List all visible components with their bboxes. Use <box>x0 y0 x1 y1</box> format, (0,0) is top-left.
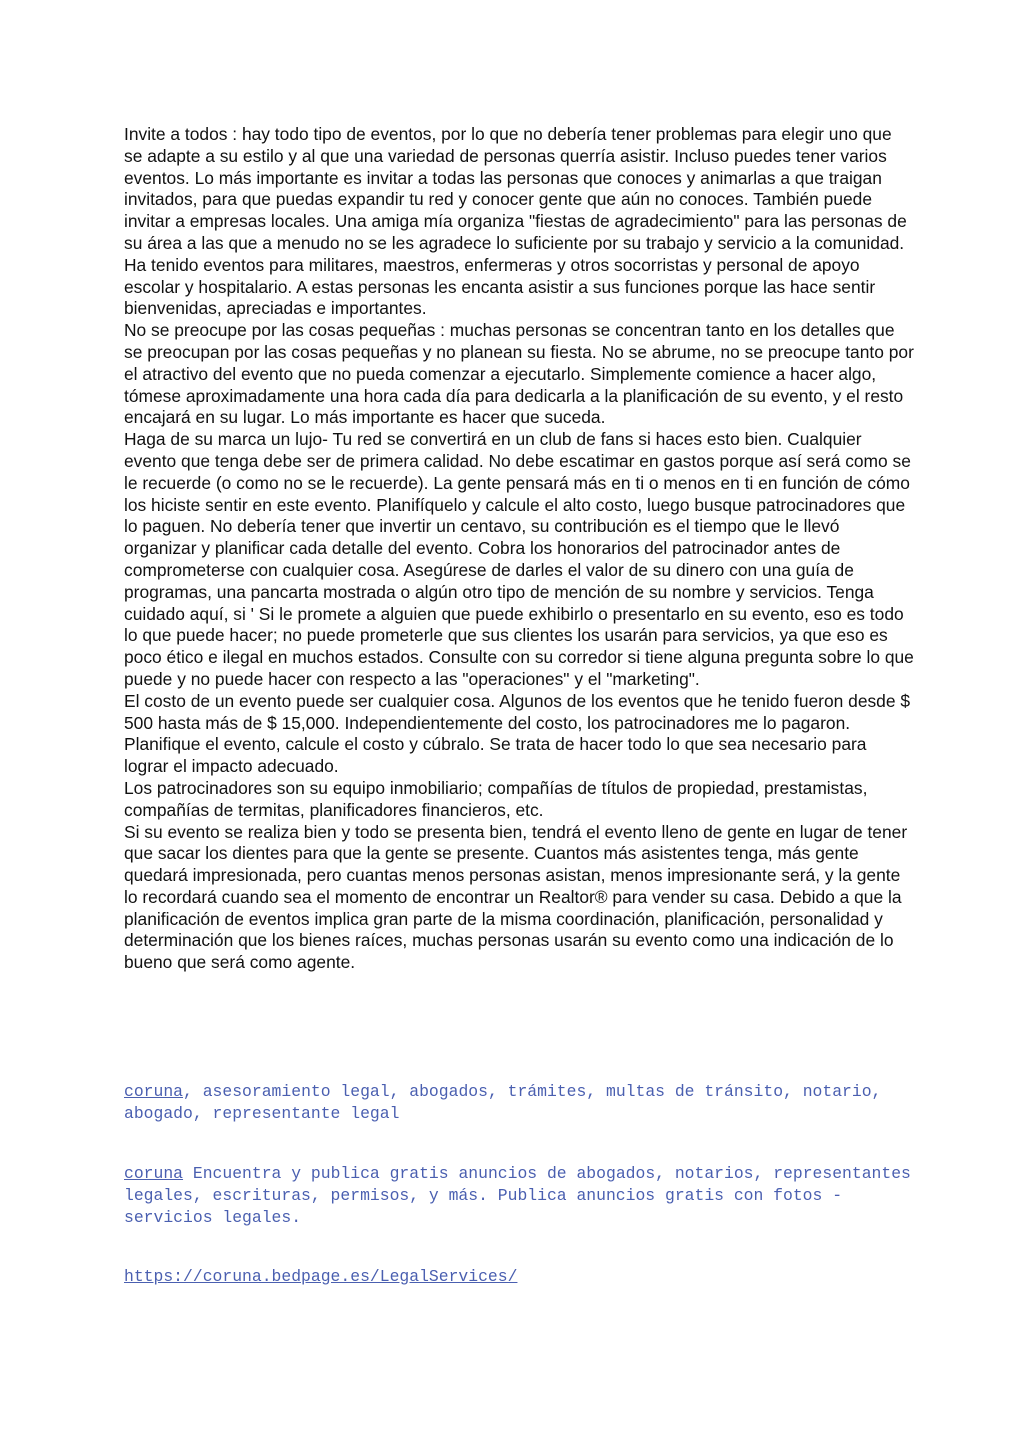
description-block <box>124 1163 914 1228</box>
paragraph-small-things: No se preocupe por las cosas pequeñas : muchas personas se concentran tanto en los detalles que se preocupan por las cosas pequeñas y no planean su fiesta. No se abrume, no se preocupe tanto por el atractivo del evento que no pueda comenzar a ejecutarlo. Simplemente comience a hacer algo, tómese aproximadamente una hora cada día para dedicarla a la planificación de su evento, y el resto encajará en su lugar. Lo más importante es hacer que suceda. <box>124 320 914 428</box>
description-coruna-link[interactable]: coruna <box>124 1164 184 1183</box>
legal-services-url-link[interactable]: https://coruna.bedpage.es/LegalServices/ <box>124 1267 518 1286</box>
url-block <box>124 1266 914 1288</box>
paragraph-invite: Invite a todos : hay todo tipo de eventos, por lo que no debería tener problemas para elegir uno que se adapte a su estilo y al que una variedad de personas querría asistir. Incluso puedes tener varios eventos. Lo más importante es invitar a todas las personas que conoces y animarlas a que traigan invitados, para que puedas expandir tu red y conocer gente que aún no conoces. También puede invitar a empresas locales. Una amiga mía organiza "fiestas de agradecimiento" para las personas de su área a las que a menudo no se les agradece lo suficiente por su trabajo y servicio a la comunidad. Ha tenido eventos para militares, maestros, enfermeras y otros socorristas y personal de apoyo escolar y hospitalario. A estas personas les encanta asistir a sus funciones porque las hace sentir bienvenidas, apreciadas e importantes. <box>124 124 907 319</box>
description-text: Encuentra y publica gratis anuncios de abogados, notarios, representantes legales, escrituras, permisos, y más. Publica anuncios gratis con fotos - servicios legales. <box>124 1164 911 1227</box>
keywords-coruna-link[interactable]: coruna <box>124 1082 184 1101</box>
paragraph-success: Si su evento se realiza bien y todo se presenta bien, tendrá el evento lleno de gente en lugar de tener que sacar los dientes para que la gente se presente. Cuantos más asistentes tenga, más gente quedará impresionada, pero cuantas menos personas asistan, menos impresionante será, y la gente lo recordará cuando sea el momento de encontrar un Realtor® para vender su casa. Debido a que la planificación de eventos implica gran parte de la misma coordinación, planificación, personalidad y determinación que los bienes raíces, muchas personas usarán su evento como una indicación de lo bueno que será como agente. <box>124 821 908 973</box>
article-body <box>124 124 914 974</box>
keywords-text: , asesoramiento legal, abogados, trámites, multas de tránsito, notario, abogado, representante legal <box>124 1082 882 1123</box>
paragraph-event-cost: El costo de un evento puede ser cualquier cosa. Algunos de los eventos que he tenido fueron desde $ 500 hasta más de $ 15,000. Independientemente del costo, los patrocinadores me lo pagaron. Planifique el evento, calcule el costo y cúbralo. Se trata de hacer todo lo que sea necesario para lograr el impacto adecuado. <box>124 690 911 777</box>
paragraph-luxury-brand: Haga de su marca un lujo- Tu red se convertirá en un club de fans si haces esto bien. Cualquier evento que tenga debe ser de primera calidad. No debe escatimar en gastos porque así será como se le recuerde (o como no se le recuerde). La gente pensará más en ti o menos en ti en función de cómo los hiciste sentir en este evento. Planifíquelo y calcule el alto costo, luego busque patrocinadores que lo paguen. No debería tener que invertir un centavo, su contribución es el tiempo que le llevó organizar y planificar cada detalle del evento. Cobra los honorarios del patrocinador antes de comprometerse con cualquier cosa. Asegúrese de darles el valor de su dinero con una guía de programas, una pancarta mostrada o algún otro tipo de mención de su nombre y servicios. Tenga cuidado aquí, si ' Si le promete a alguien que puede exhibirlo o presentarlo en su evento, eso es todo lo que puede hacer; no puede prometerle que sus clientes los usarán para servicios, ya que eso es poco ético e ilegal en muchos estados. Consulte con su corredor si tiene alguna pregunta sobre lo que puede y no puede hacer con respecto a las "operaciones" y el "marketing". <box>124 429 914 689</box>
paragraph-sponsors: Los patrocinadores son su equipo inmobiliario; compañías de títulos de propiedad, prestamistas, compañías de termitas, planificadores financieros, etc. <box>124 777 868 820</box>
keywords-block <box>124 1081 914 1125</box>
